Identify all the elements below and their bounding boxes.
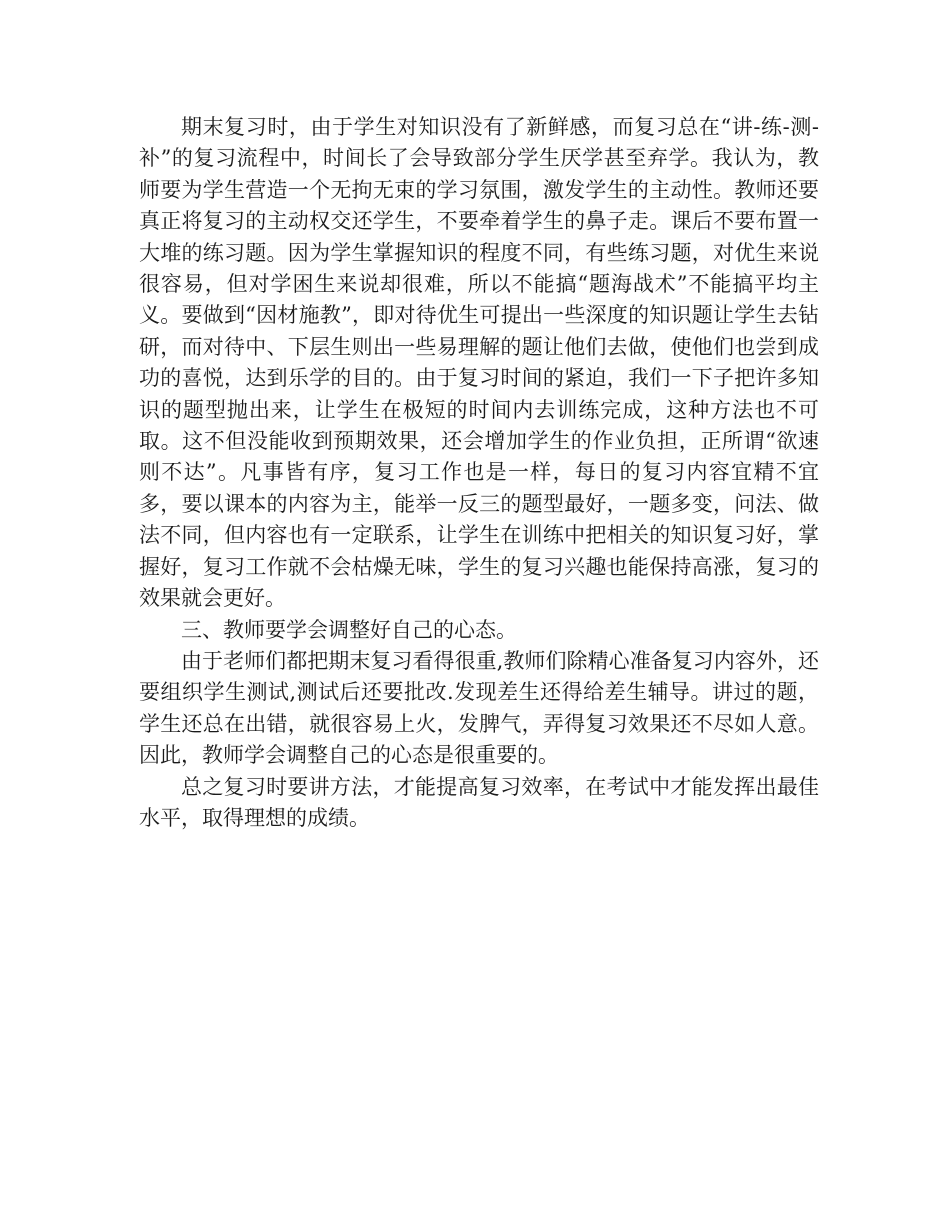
paragraph-conclusion: 总之复习时要讲方法，才能提高复习效率，在考试中才能发挥出最佳水平，取得理想的成绩。 xyxy=(139,774,819,830)
section-heading-teacher-mindset: 三、教师要学会调整好自己的心态。 xyxy=(181,617,517,642)
paragraph-teacher-mindset: 由于老师们都把期末复习看得很重,教师们除精心准备复习内容外，还要组织学生测试,测试后还要批改.发现差生还得给差生辅导。讲过的题，学生还总在出错，就很容易上火，发脾气，弄得复习效果还不尽如人意。因此，教师学会调整自己的心态是很重要的。 xyxy=(139,648,819,768)
document-body xyxy=(139,112,819,834)
paragraph-review-methods: 期末复习时，由于学生对知识没有了新鲜感，而复习总在“讲-练-测-补”的复习流程中，时间长了会导致部分学生厌学甚至弃学。我认为，教师要为学生营造一个无拘无束的学习氛围，激发学生的主动性。教师还要真正将复习的主动权交还学生，不要牵着学生的鼻子走。课后不要布置一大堆的练习题。因为学生掌握知识的程度不同，有些练习题，对优生来说很容易，但对学困生来说却很难，所以不能搞“题海战术”不能搞平均主义。要做到“因材施教”，即对待优生可提出一些深度的知识题让学生去钻研，而对待中、下层生则出一些易理解的题让他们去做，使他们也尝到成功的喜悦，达到乐学的目的。由于复习时间的紧迫，我们一下子把许多知识的题型抛出来，让学生在极短的时间内去训练完成，这种方法也不可取。这不但没能收到预期效果，还会增加学生的作业负担，正所谓“欲速则不达”。凡事皆有序，复习工作也是一样，每日的复习内容宜精不宜多，要以课本的内容为主，能举一反三的题型最好，一题多变，问法、做法不同，但内容也有一定联系，让学生在训练中把相关的知识复习好，掌握好，复习工作就不会枯燥无味，学生的复习兴趣也能保持高涨，复习的效果就会更好。 xyxy=(139,115,819,611)
